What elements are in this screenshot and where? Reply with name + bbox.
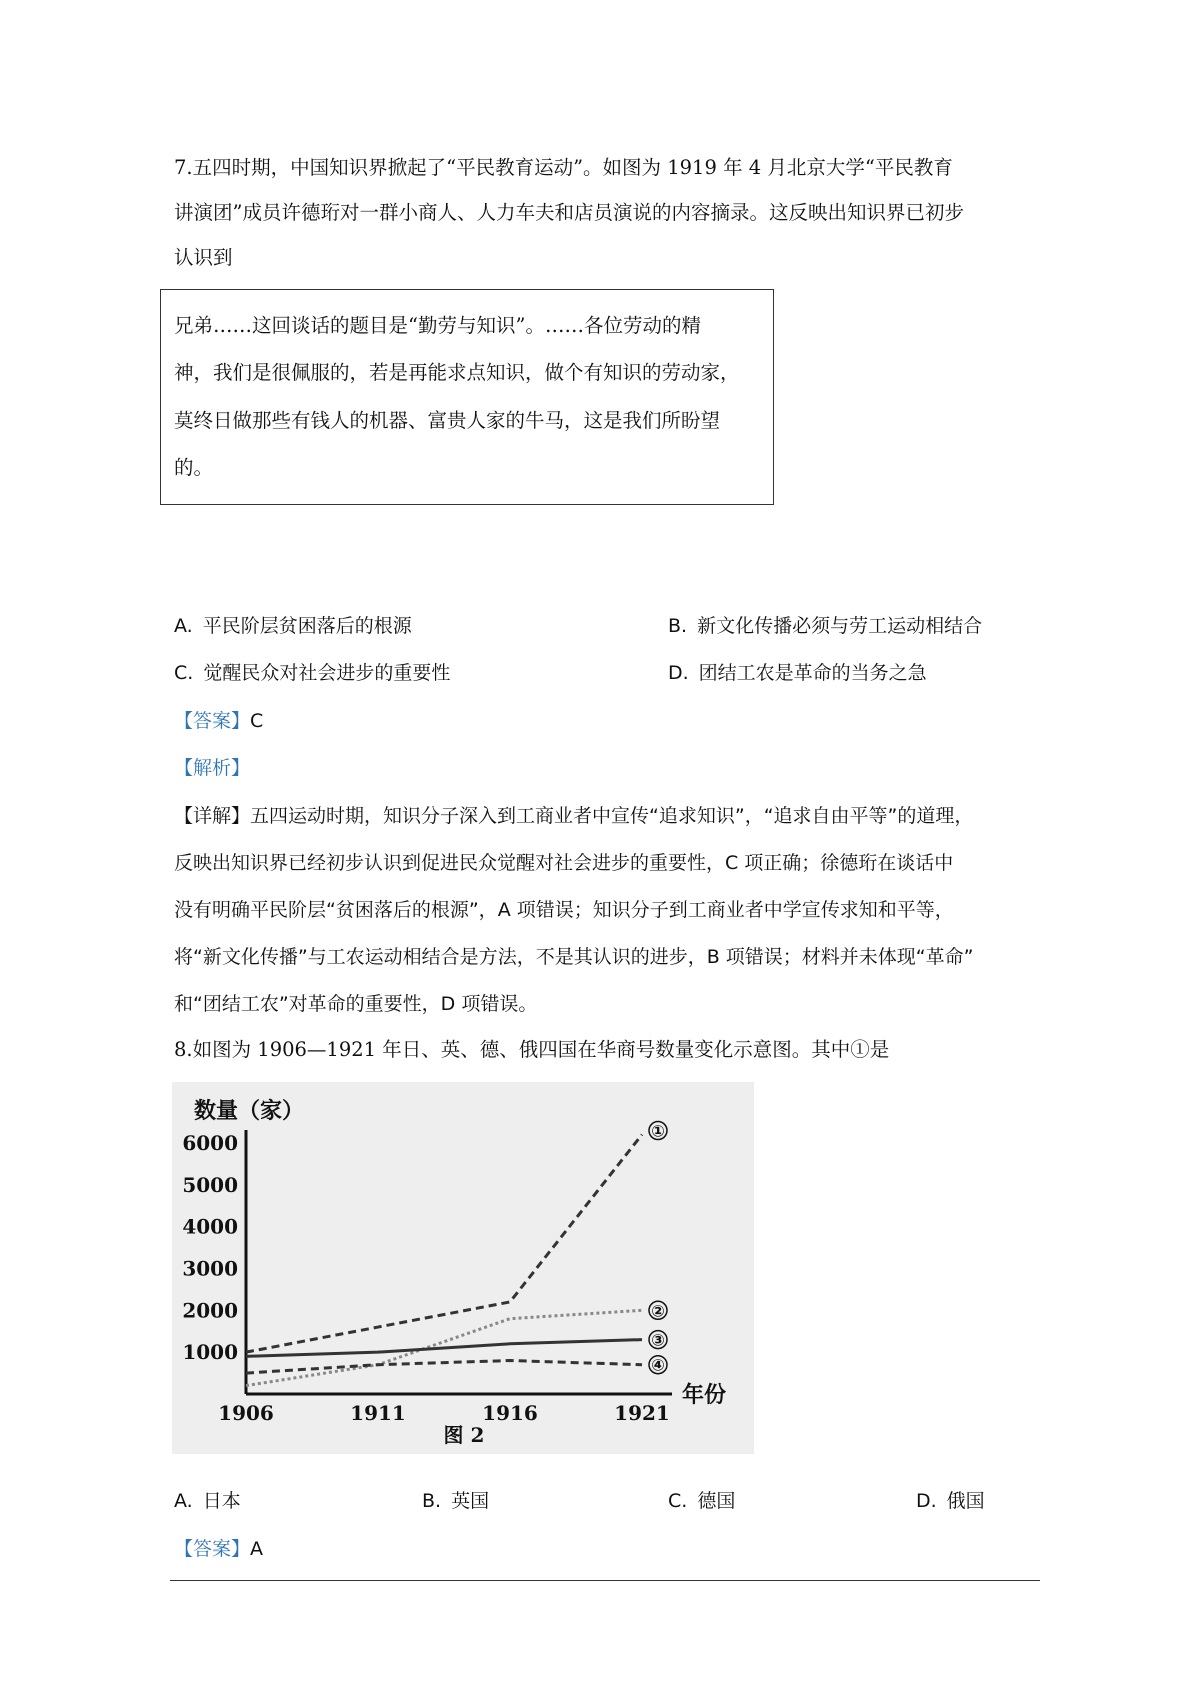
series-label: ④	[651, 1355, 665, 1375]
q7-stem-line-2: 讲演团”成员许德珩对一群小商人、人力车夫和店员演说的内容摘录。这反映出知识界已初步	[174, 201, 964, 224]
option-text: 俄国	[946, 1490, 985, 1512]
option-letter: B.	[668, 615, 688, 637]
option-letter: D.	[916, 1490, 937, 1512]
q7-stem-line-1: 7.五四时期，中国知识界掀起了“平民教育运动”。如图为 1919 年 4 月北京大学“平民教育	[174, 156, 953, 179]
x-tick-label: 1916	[482, 1401, 538, 1425]
q7-analysis-tag: 【解析】	[174, 757, 251, 779]
line-chart	[172, 1082, 754, 1454]
chart-background	[172, 1082, 754, 1454]
quote-line: 莫终日做那些有钱人的机器、富贵人家的牛马，这是我们所盼望	[174, 409, 721, 432]
x-axis-label: 年份	[682, 1382, 727, 1408]
y-axis-label: 数量（家）	[194, 1098, 305, 1124]
option-text: 觉醒民众对社会进步的重要性	[203, 662, 451, 684]
q7-detail-line-3: 没有明确平民阶层“贫困落后的根源”，A 项错误；知识分子到工商业者中学宣传求知和平等，	[174, 899, 954, 921]
quote-line: 兄弟……这回谈话的题目是“勤劳与知识”。……各位劳动的精	[174, 314, 701, 337]
chart-caption: 图 2	[443, 1423, 485, 1447]
series-label: ②	[651, 1301, 665, 1321]
x-tick-label: 1906	[218, 1401, 274, 1425]
q8-option-c	[668, 1486, 735, 1516]
q7-option-c	[174, 658, 450, 688]
option-letter: C.	[668, 1490, 688, 1512]
q7-answer	[174, 706, 263, 736]
q7-option-d	[668, 658, 927, 688]
y-tick-label: 5000	[182, 1172, 238, 1197]
option-text: 新文化传播必须与劳工运动相结合	[697, 615, 983, 637]
q8-answer	[174, 1534, 263, 1564]
option-text: 日本	[202, 1490, 241, 1512]
answer-tag: 【答案】	[174, 710, 251, 732]
answer-tag: 【答案】	[174, 1538, 251, 1560]
quote-box	[160, 289, 774, 505]
series-label: ③	[651, 1330, 665, 1350]
footer-divider	[170, 1580, 1040, 1581]
q7-option-b	[668, 611, 982, 641]
q8-option-b	[422, 1486, 489, 1516]
option-letter: B.	[422, 1490, 442, 1512]
q7-detail-line-5: 和“团结工农”对革命的重要性，D 项错误。	[174, 993, 538, 1015]
answer-value: C	[250, 710, 264, 732]
q7-option-a	[174, 611, 412, 641]
q8-option-d	[916, 1486, 985, 1516]
option-letter: A.	[174, 615, 193, 637]
q8-option-a	[174, 1486, 241, 1516]
quote-line: 的。	[174, 456, 214, 479]
option-letter: D.	[668, 662, 689, 684]
option-letter: C.	[174, 662, 194, 684]
y-tick-label: 2000	[182, 1298, 238, 1323]
y-tick-label: 1000	[182, 1340, 238, 1365]
x-tick-label: 1911	[350, 1401, 406, 1425]
q7-detail-line-4: 将“新文化传播”与工农运动相结合是方法，不是其认识的进步，B 项错误；材料并未体现“革命”	[174, 946, 974, 968]
option-text: 德国	[697, 1490, 736, 1512]
y-tick-label: 4000	[182, 1214, 238, 1239]
y-tick-label: 3000	[182, 1256, 238, 1281]
q7-detail-line-2: 反映出知识界已经初步认识到促进民众觉醒对社会进步的重要性，C 项正确；徐德珩在谈话中	[174, 852, 954, 874]
chart-figure	[172, 1082, 754, 1454]
answer-value: A	[250, 1538, 264, 1560]
option-letter: A.	[174, 1490, 193, 1512]
q8-stem: 8.如图为 1906—1921 年日、英、德、俄四国在华商号数量变化示意图。其中①是	[174, 1038, 890, 1061]
q7-detail-line-1: 【详解】五四运动时期，知识分子深入到工商业者中宣传“追求知识”，“追求自由平等”的道理，	[174, 805, 974, 827]
q7-stem-line-3: 认识到	[174, 246, 233, 269]
option-text: 团结工农是革命的当务之急	[698, 662, 927, 684]
option-text: 平民阶层贫困落后的根源	[202, 615, 412, 637]
y-tick-label: 6000	[182, 1130, 238, 1155]
quote-line: 神，我们是很佩服的，若是再能求点知识，做个有知识的劳动家，	[174, 361, 740, 384]
series-label: ①	[651, 1121, 665, 1141]
option-text: 英国	[451, 1490, 490, 1512]
x-tick-label: 1921	[614, 1401, 670, 1425]
